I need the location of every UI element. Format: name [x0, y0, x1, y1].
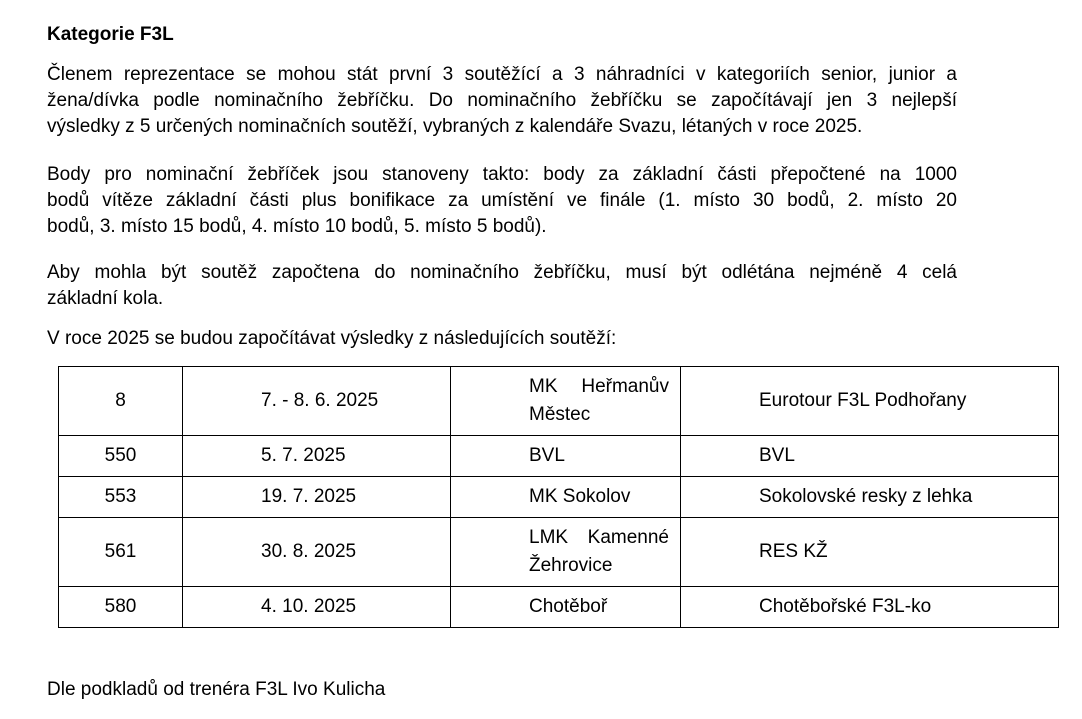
- competition-number: 8: [59, 367, 183, 436]
- paragraph-line: Aby mohla být soutěž započtena do nominačního žebříčku, musí být odlétána nejméně 4 celá: [47, 262, 957, 283]
- organizer-line: BVL: [529, 445, 565, 466]
- competition-number: 580: [59, 587, 183, 628]
- organizer-line: Městec: [529, 404, 591, 425]
- competition-organizer: [451, 518, 681, 587]
- paragraph-line: bodů vítěze základní části plus bonifikace za umístění ve finále (1. místo 30 bodů, 2. místo 20: [47, 190, 957, 211]
- paragraph-minimum-rounds: [47, 260, 957, 312]
- organizer-line: MK Sokolov: [529, 486, 631, 507]
- competition-date: 30. 8. 2025: [183, 518, 451, 587]
- competition-number: 553: [59, 477, 183, 518]
- competitions-table: [58, 366, 1059, 628]
- paragraph-line: bodů, 3. místo 15 bodů, 4. místo 10 bodů, 5. místo 5 bodů).: [47, 216, 547, 237]
- competition-number: 550: [59, 436, 183, 477]
- competition-date: 7. - 8. 6. 2025: [183, 367, 451, 436]
- table-row: [59, 477, 1059, 518]
- paragraph-team-membership: [47, 62, 957, 140]
- competition-organizer: [451, 477, 681, 518]
- table-row: [59, 436, 1059, 477]
- section-heading: Kategorie F3L: [47, 24, 174, 45]
- paragraph-points-rules: [47, 162, 957, 240]
- competition-name: RES KŽ: [681, 518, 1059, 587]
- paragraph-line: V roce 2025 se budou započítávat výsledky z následujících soutěží:: [47, 328, 617, 349]
- table-row: [59, 587, 1059, 628]
- competition-organizer: [451, 436, 681, 477]
- organizer-line: MK Heřmanův: [529, 376, 669, 397]
- competition-organizer: [451, 587, 681, 628]
- table-row: [59, 518, 1059, 587]
- source-note: Dle podkladů od trenéra F3L Ivo Kulicha: [47, 679, 386, 700]
- organizer-line: Žehrovice: [529, 555, 613, 576]
- competition-name: Chotěbořské F3L-ko: [681, 587, 1059, 628]
- competition-name: Eurotour F3L Podhořany: [681, 367, 1059, 436]
- table-row: [59, 367, 1059, 436]
- organizer-line: LMK Kamenné: [529, 527, 669, 548]
- competition-name: Sokolovské resky z lehka: [681, 477, 1059, 518]
- paragraph-line: Body pro nominační žebříček jsou stanoveny takto: body za základní části přepočtené na 1000: [47, 164, 957, 185]
- competition-organizer: [451, 367, 681, 436]
- competition-name: BVL: [681, 436, 1059, 477]
- organizer-line: Chotěboř: [529, 596, 608, 617]
- competition-date: 19. 7. 2025: [183, 477, 451, 518]
- paragraph-line: základní kola.: [47, 288, 164, 309]
- paragraph-competition-list-intro: [47, 326, 957, 352]
- paragraph-line: výsledky z 5 určených nominačních soutěží, vybraných z kalendáře Svazu, létaných v roce 2025.: [47, 116, 863, 137]
- paragraph-line: žena/dívka podle nominačního žebříčku. Do nominačního žebříčku se započítávají jen 3 nejlepší: [47, 90, 957, 111]
- paragraph-line: Členem reprezentace se mohou stát první 3 soutěžící a 3 náhradníci v kategoriích senior, junior a: [47, 64, 957, 85]
- competition-date: 4. 10. 2025: [183, 587, 451, 628]
- competition-date: 5. 7. 2025: [183, 436, 451, 477]
- competition-number: 561: [59, 518, 183, 587]
